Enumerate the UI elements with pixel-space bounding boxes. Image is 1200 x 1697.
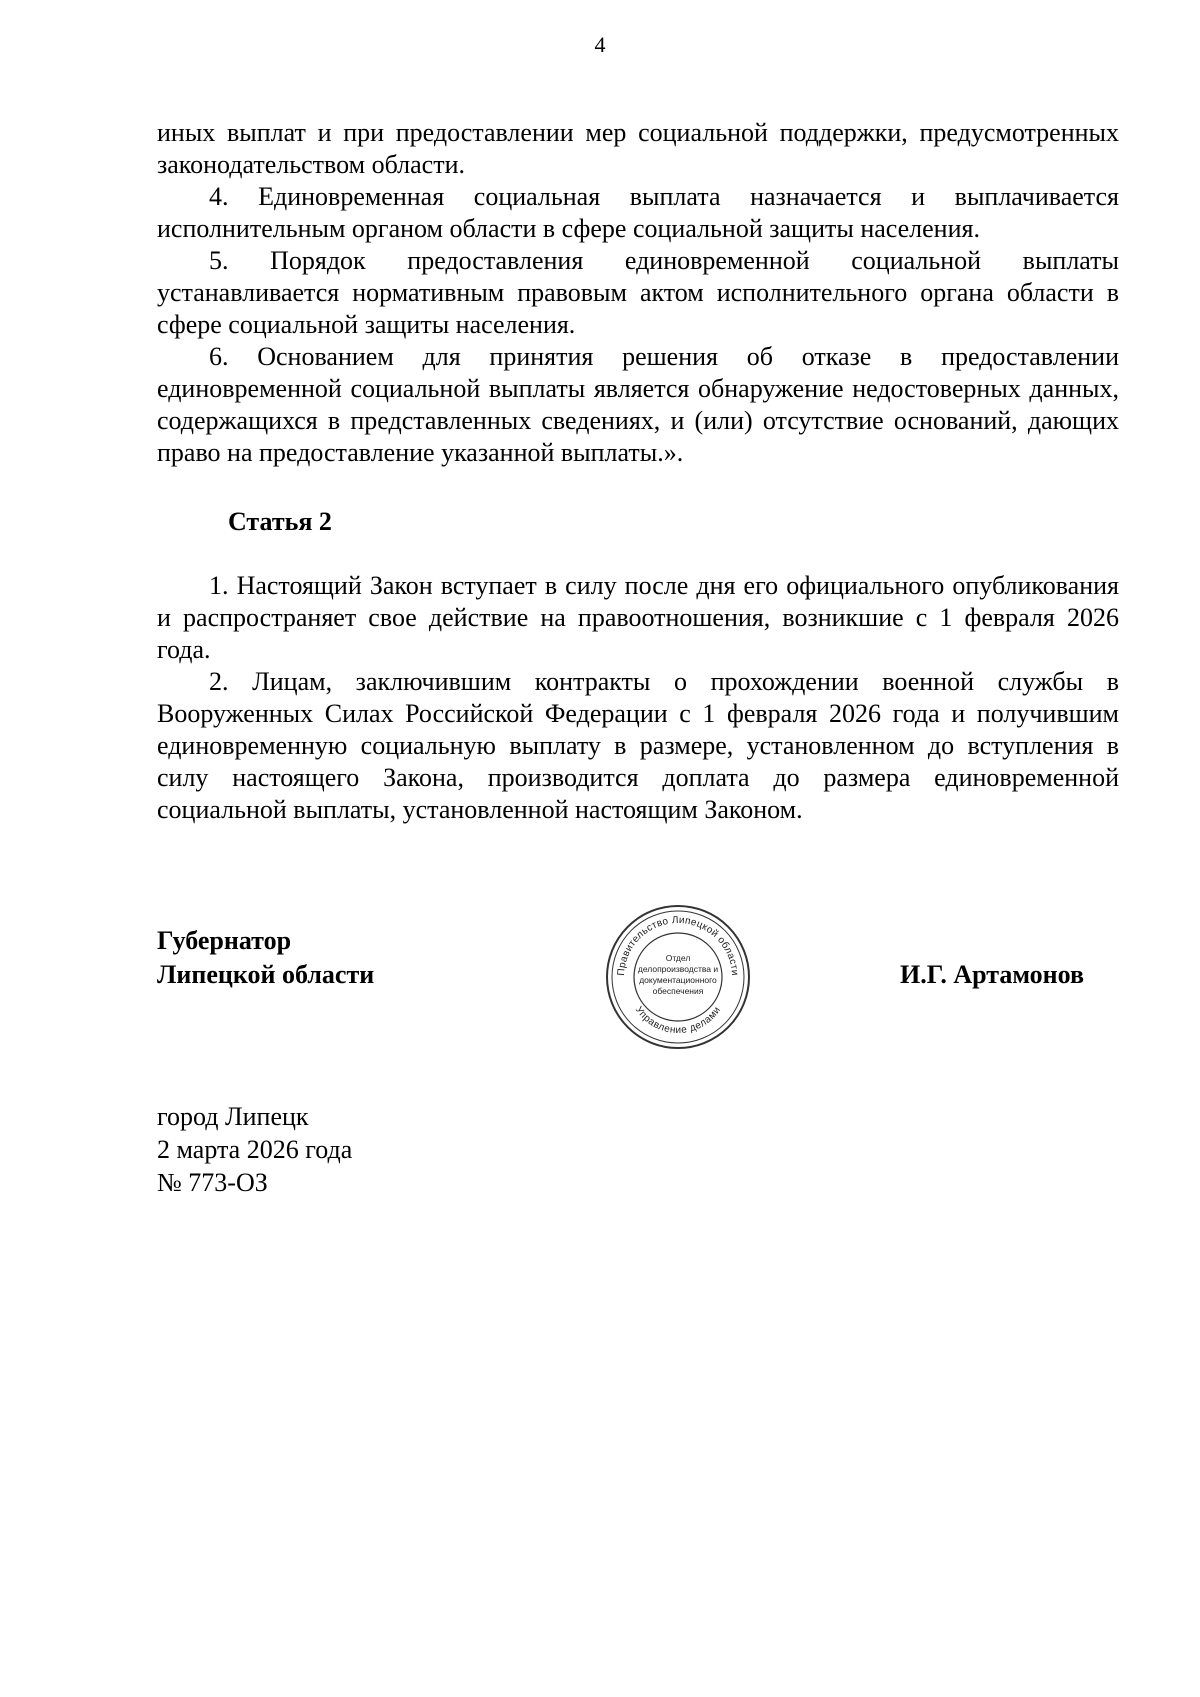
page-number: 4 — [594, 32, 606, 57]
stamp-center-line-3: документационного — [639, 975, 717, 985]
footer-date: 2 марта 2026 года — [157, 1135, 353, 1164]
official-stamp — [604, 903, 752, 1051]
stamp-center-line-4: обеспечения — [652, 986, 704, 996]
paragraph-item-6: 6. Основанием для принятия решения об отказе в предоставлении единовременной социальной выплаты является обнаружение недостоверных данных, содержащихся в представленных сведениях, и (или) отсутствие оснований, дающих право на предоставление указанной выплаты.». — [157, 342, 1119, 467]
article-2-item-2: 2. Лицам, заключившим контракты о прохождении военной службы в Вооруженных Силах Российской Федерации с 1 февраля 2026 года и получившим единовременную социальную выплату в размере, установленном до вступления в силу настоящего Закона, производится доплата до размера единовременной социальной выплаты, установленной настоящим Законом. — [157, 667, 1119, 824]
signatory-name: И.Г. Артамонов — [900, 960, 1085, 989]
article-2-item-1: 1. Настоящий Закон вступает в силу после дня его официального опубликования и распространяет свое действие на правоотношения, возникшие с 1 февраля 2026 года. — [157, 571, 1119, 664]
footer-city: город Липецк — [157, 1102, 309, 1131]
stamp-center-line-2: делопроизводства и — [637, 964, 719, 974]
signatory-title — [157, 924, 374, 992]
stamp-outer-bottom-text: Управление делами — [632, 1004, 724, 1037]
stamp-outer-top-text: Правительство Липецкой области — [615, 914, 741, 977]
signatory-title-line-1: Губернатор — [157, 926, 292, 955]
continuation-paragraphs — [157, 117, 1119, 469]
paragraph-item-4: 4. Единовременная социальная выплата назначается и выплачивается исполнительным органом области в сфере социальной защиты населения. — [157, 182, 1119, 243]
article-2-paragraphs — [157, 570, 1119, 826]
article-2-heading: Статья 2 — [228, 507, 332, 536]
signatory-title-line-2: Липецкой области — [157, 960, 375, 989]
paragraph-item-5: 5. Порядок предоставления единовременной социальной выплаты устанавливается нормативным правовым актом исполнительного органа области в сфере социальной защиты населения. — [157, 246, 1119, 339]
stamp-center-line-1: Отдел — [665, 953, 691, 963]
stamp-center-text — [634, 953, 722, 997]
footer-law-number: № 773-ОЗ — [157, 1168, 268, 1197]
paragraph-continuation: иных выплат и при предоставлении мер социальной поддержки, предусмотренных законодательством области. — [157, 118, 1119, 179]
document-footer — [157, 1100, 352, 1199]
